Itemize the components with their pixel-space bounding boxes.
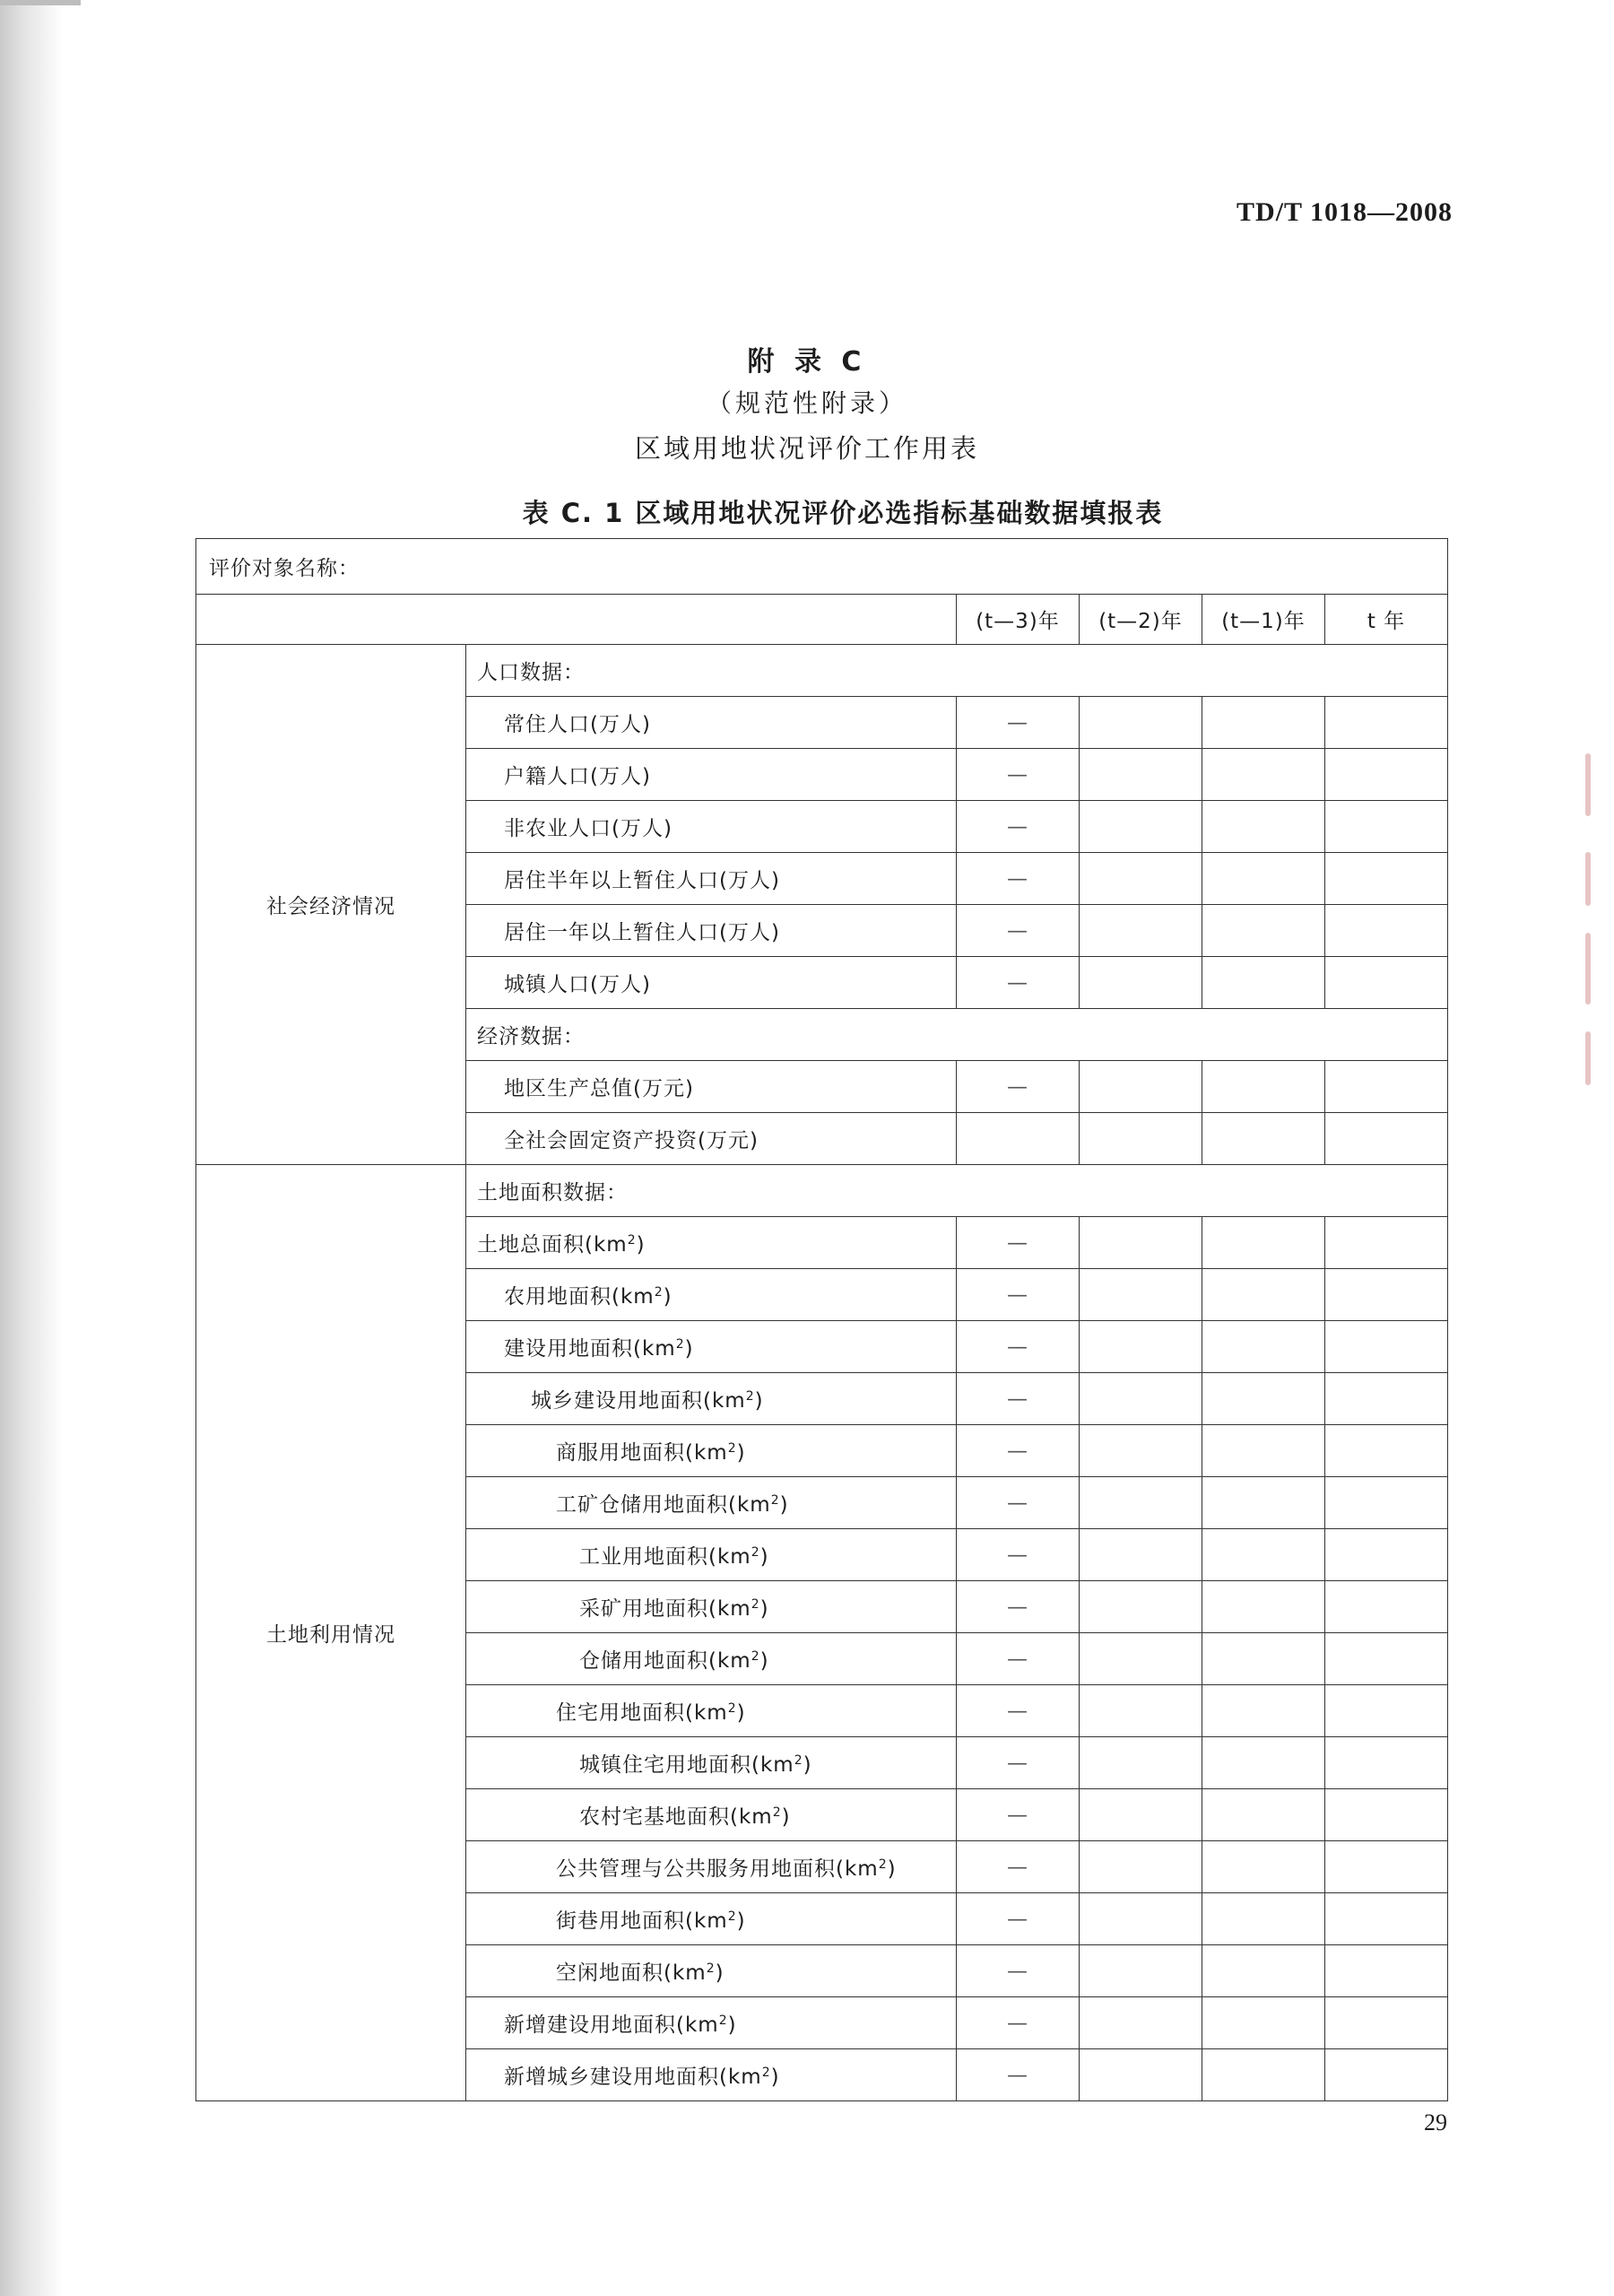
indicator-label (466, 1789, 957, 1841)
value-cell[interactable] (1202, 1061, 1325, 1113)
unit-close: ) (684, 1337, 694, 1361)
indicator-label: 居住半年以上暂住人口(万人) (466, 853, 957, 905)
value-cell[interactable] (1202, 1685, 1325, 1737)
dash-cell: — (957, 1945, 1080, 1997)
value-cell[interactable] (1325, 1841, 1448, 1893)
dash-cell: — (957, 1997, 1080, 2049)
value-cell[interactable] (957, 1113, 1080, 1165)
value-cell[interactable] (1202, 1529, 1325, 1581)
value-cell[interactable] (1325, 853, 1448, 905)
value-cell[interactable] (1325, 1269, 1448, 1321)
value-cell[interactable] (1325, 1477, 1448, 1529)
value-cell[interactable] (1202, 1633, 1325, 1685)
dash-cell: — (957, 749, 1080, 801)
unit-superscript: 2 (727, 1441, 737, 1456)
standard-code: TD/T 1018—2008 (1237, 197, 1453, 227)
page-number: 29 (1424, 2109, 1447, 2135)
table-caption: 表 C. 1 区域用地状况评价必选指标基础数据填报表 (522, 498, 1164, 528)
indicator-text: 城镇住宅用地面积(km (579, 1753, 794, 1777)
value-cell[interactable] (1202, 1373, 1325, 1425)
year-header: t 年 (1325, 595, 1448, 645)
unit-superscript: 2 (751, 1649, 760, 1664)
dash-cell: — (957, 1529, 1080, 1581)
indicator-label (466, 1685, 957, 1737)
value-cell[interactable] (1202, 1321, 1325, 1373)
indicator-label: 非农业人口(万人) (466, 801, 957, 853)
year-header: (t—3)年 (957, 595, 1080, 645)
value-cell[interactable] (1080, 1373, 1202, 1425)
unit-close: ) (754, 1389, 764, 1413)
dash-cell: — (957, 697, 1080, 749)
value-cell[interactable] (1202, 957, 1325, 1009)
dash-cell: — (957, 1737, 1080, 1789)
table-row (196, 1165, 1448, 1217)
scan-artifact (1585, 1031, 1591, 1085)
value-cell[interactable] (1202, 1737, 1325, 1789)
indicator-label: 居住一年以上暂住人口(万人) (466, 905, 957, 957)
dash-cell: — (957, 1893, 1080, 1945)
unit-close: ) (727, 2013, 737, 2037)
indicator-label (466, 1997, 957, 2049)
value-cell[interactable] (1325, 905, 1448, 957)
indicator-text: 新增建设用地面积(km (504, 2013, 719, 2037)
unit-close: ) (781, 1805, 791, 1829)
unit-close: ) (715, 1961, 725, 1985)
value-cell[interactable] (1202, 2049, 1325, 2101)
value-cell[interactable] (1202, 1581, 1325, 1633)
unit-superscript: 2 (770, 1493, 780, 1508)
indicator-label (466, 2049, 957, 2101)
dash-cell: — (957, 1061, 1080, 1113)
unit-superscript: 2 (745, 1389, 755, 1404)
indicator-label (466, 1529, 957, 1581)
dash-cell: — (957, 957, 1080, 1009)
appendix-name: 区域用地状况评价工作用表 (634, 433, 979, 464)
unit-superscript: 2 (772, 1805, 782, 1820)
value-cell[interactable] (1080, 1789, 1202, 1841)
year-header-row (196, 595, 1448, 645)
indicator-text: 工矿仓储用地面积(km (556, 1493, 771, 1517)
value-cell[interactable] (1080, 1893, 1202, 1945)
unit-superscript: 2 (727, 1909, 737, 1924)
dash-cell: — (957, 1477, 1080, 1529)
unit-close: ) (887, 1857, 897, 1881)
value-cell[interactable] (1080, 1477, 1202, 1529)
scan-artifact (1585, 753, 1591, 816)
year-header: (t—1)年 (1202, 595, 1325, 645)
unit-close: ) (736, 1701, 746, 1725)
value-cell[interactable] (1080, 2049, 1202, 2101)
value-cell[interactable] (1325, 1633, 1448, 1685)
unit-superscript: 2 (627, 1233, 637, 1248)
value-cell[interactable] (1202, 905, 1325, 957)
value-cell[interactable] (1202, 1425, 1325, 1477)
unit-superscript: 2 (751, 1597, 760, 1612)
value-cell[interactable] (1080, 1217, 1202, 1269)
value-cell[interactable] (1325, 1945, 1448, 1997)
indicator-text: 公共管理与公共服务用地面积(km (556, 1857, 879, 1881)
unit-superscript: 2 (878, 1857, 888, 1872)
unit-superscript: 2 (675, 1337, 685, 1352)
value-cell[interactable] (1080, 697, 1202, 749)
table-row (196, 645, 1448, 697)
value-cell[interactable] (1325, 1217, 1448, 1269)
indicator-label (466, 1581, 957, 1633)
value-cell[interactable] (1202, 1113, 1325, 1165)
value-cell[interactable] (1325, 749, 1448, 801)
value-cell[interactable] (1202, 697, 1325, 749)
data-form-table (195, 538, 1448, 2101)
indicator-label (466, 1373, 957, 1425)
unit-close: ) (770, 2066, 780, 2089)
indicator-label (466, 1217, 957, 1269)
value-cell[interactable] (1080, 1113, 1202, 1165)
indicator-label (466, 1633, 957, 1685)
unit-close: ) (759, 1649, 769, 1673)
scan-artifact (1585, 933, 1591, 1004)
unit-close: ) (803, 1753, 812, 1777)
value-cell[interactable] (1080, 1581, 1202, 1633)
indicator-text: 住宅用地面积(km (556, 1701, 728, 1725)
value-cell[interactable] (1325, 1425, 1448, 1477)
object-name-row (196, 539, 1448, 595)
unit-close: ) (663, 1285, 672, 1309)
indicator-label (466, 1945, 957, 1997)
value-cell[interactable] (1080, 1633, 1202, 1685)
category-land-use: 土地利用情况 (196, 1165, 466, 2101)
indicator-text: 农村宅基地面积(km (579, 1805, 773, 1829)
value-cell[interactable] (1080, 1685, 1202, 1737)
unit-close: ) (636, 1233, 646, 1257)
scan-artifact (1585, 852, 1591, 906)
indicator-label: 户籍人口(万人) (466, 749, 957, 801)
indicator-text: 工业用地面积(km (579, 1545, 751, 1569)
section-population-title: 人口数据： (466, 645, 1448, 697)
value-cell[interactable] (1080, 957, 1202, 1009)
value-cell[interactable] (1325, 801, 1448, 853)
value-cell[interactable] (1325, 957, 1448, 1009)
value-cell[interactable] (1202, 1841, 1325, 1893)
value-cell[interactable] (1325, 1373, 1448, 1425)
value-cell[interactable] (1080, 1841, 1202, 1893)
indicator-text: 新增城乡建设用地面积(km (504, 2066, 762, 2089)
dash-cell: — (957, 1789, 1080, 1841)
indicator-label: 常住人口(万人) (466, 697, 957, 749)
value-cell[interactable] (1202, 1789, 1325, 1841)
dash-cell: — (957, 1633, 1080, 1685)
scan-edge-mark (0, 0, 81, 5)
value-cell[interactable] (1080, 1737, 1202, 1789)
indicator-text: 城乡建设用地面积(km (531, 1389, 746, 1413)
value-cell[interactable] (1080, 1945, 1202, 1997)
indicator-label (466, 1893, 957, 1945)
value-cell[interactable] (1080, 1997, 1202, 2049)
indicator-text: 仓储用地面积(km (579, 1649, 751, 1673)
appendix-title: 附 录 C (747, 346, 867, 378)
value-cell[interactable] (1080, 853, 1202, 905)
unit-superscript: 2 (654, 1285, 664, 1300)
indicator-label (466, 1321, 957, 1373)
value-cell[interactable] (1080, 749, 1202, 801)
indicator-text: 采矿用地面积(km (579, 1597, 751, 1621)
dash-cell: — (957, 1269, 1080, 1321)
value-cell[interactable] (1080, 1321, 1202, 1373)
indicator-label: 地区生产总值(万元) (466, 1061, 957, 1113)
indicator-text: 空闲地面积(km (556, 1961, 707, 1985)
indicator-text: 土地总面积(km (477, 1233, 628, 1257)
value-cell[interactable] (1080, 801, 1202, 853)
indicator-text: 建设用地面积(km (504, 1337, 676, 1361)
unit-superscript: 2 (761, 2066, 771, 2080)
value-cell[interactable] (1202, 1997, 1325, 2049)
unit-close: ) (759, 1545, 769, 1569)
value-cell[interactable] (1325, 1789, 1448, 1841)
indicator-label: 全社会固定资产投资(万元) (466, 1113, 957, 1165)
appendix-type: （规范性附录） (706, 388, 907, 418)
value-cell[interactable] (1325, 697, 1448, 749)
value-cell[interactable] (1325, 2049, 1448, 2101)
unit-close: ) (759, 1597, 769, 1621)
value-cell[interactable] (1202, 749, 1325, 801)
value-cell[interactable] (1325, 1529, 1448, 1581)
value-cell[interactable] (1202, 1893, 1325, 1945)
value-cell[interactable] (1202, 1477, 1325, 1529)
unit-superscript: 2 (706, 1961, 716, 1976)
value-cell[interactable] (1202, 1269, 1325, 1321)
value-cell[interactable] (1325, 1113, 1448, 1165)
value-cell[interactable] (1080, 1061, 1202, 1113)
dash-cell: — (957, 801, 1080, 853)
header-blank-cell (196, 595, 957, 645)
dash-cell: — (957, 1425, 1080, 1477)
unit-superscript: 2 (727, 1701, 737, 1716)
year-header: (t—2)年 (1080, 595, 1202, 645)
value-cell[interactable] (1325, 1737, 1448, 1789)
value-cell[interactable] (1202, 1217, 1325, 1269)
indicator-label (466, 1737, 957, 1789)
value-cell[interactable] (1080, 1269, 1202, 1321)
dash-cell: — (957, 1581, 1080, 1633)
section-economy-title: 经济数据： (466, 1009, 1448, 1061)
value-cell[interactable] (1202, 853, 1325, 905)
indicator-label (466, 1477, 957, 1529)
dash-cell: — (957, 1685, 1080, 1737)
indicator-text: 街巷用地面积(km (556, 1909, 728, 1933)
section-land-area-title: 土地面积数据： (466, 1165, 1448, 1217)
value-cell[interactable] (1202, 1945, 1325, 1997)
unit-close: ) (736, 1909, 746, 1933)
unit-superscript: 2 (794, 1753, 803, 1768)
value-cell[interactable] (1325, 1581, 1448, 1633)
category-social-economic: 社会经济情况 (196, 645, 466, 1165)
unit-close: ) (779, 1493, 789, 1517)
indicator-label: 城镇人口(万人) (466, 957, 957, 1009)
value-cell[interactable] (1325, 1685, 1448, 1737)
value-cell[interactable] (1080, 905, 1202, 957)
value-cell[interactable] (1202, 801, 1325, 853)
dash-cell: — (957, 1217, 1080, 1269)
unit-close: ) (736, 1441, 746, 1465)
value-cell[interactable] (1325, 1893, 1448, 1945)
value-cell[interactable] (1325, 1997, 1448, 2049)
unit-superscript: 2 (751, 1545, 760, 1560)
object-name-label: 评价对象名称： (196, 539, 1448, 595)
unit-superscript: 2 (718, 2013, 728, 2028)
dash-cell: — (957, 1373, 1080, 1425)
value-cell[interactable] (1325, 1061, 1448, 1113)
value-cell[interactable] (1325, 1321, 1448, 1373)
dash-cell: — (957, 1841, 1080, 1893)
indicator-label (466, 1269, 957, 1321)
value-cell[interactable] (1080, 1529, 1202, 1581)
indicator-text: 商服用地面积(km (556, 1441, 728, 1465)
dash-cell: — (957, 853, 1080, 905)
indicator-text: 农用地面积(km (504, 1285, 655, 1309)
dash-cell: — (957, 2049, 1080, 2101)
indicator-label (466, 1425, 957, 1477)
dash-cell: — (957, 905, 1080, 957)
value-cell[interactable] (1080, 1425, 1202, 1477)
dash-cell: — (957, 1321, 1080, 1373)
indicator-label (466, 1841, 957, 1893)
